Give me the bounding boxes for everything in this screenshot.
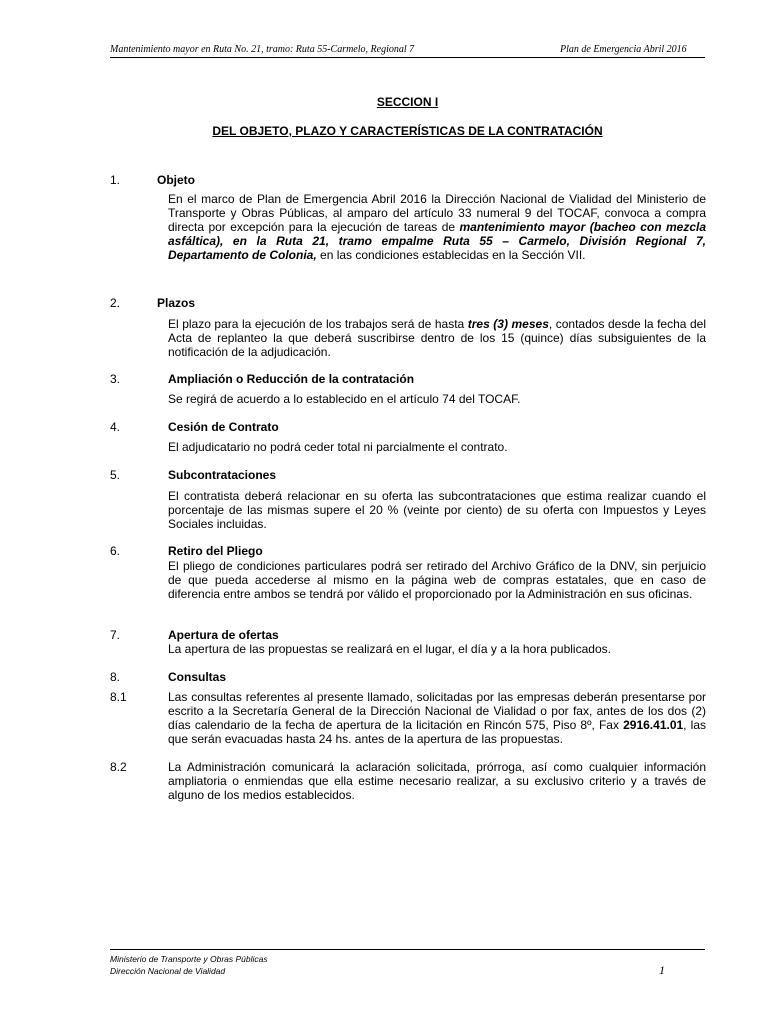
item-title-retiro: Retiro del Pliego <box>168 544 263 558</box>
text-run: La apertura de las propuestas se realizará en el lugar, el día y a la hora publicados. <box>168 642 611 656</box>
item-title-cesion: Cesión de Contrato <box>168 420 279 434</box>
page-number: 1 <box>659 963 665 977</box>
text-run: La Administración comunicará la aclaración solicitada, prórroga, así como cualquier información ampliatoria o enmiendas que ella estime necesario realizar, a su exclusivo criterio y a través de alguno de los medios establecidos. <box>168 760 706 802</box>
item-number: 1. <box>110 173 121 187</box>
item-number: 4. <box>110 420 121 434</box>
item-title-apertura: Apertura de ofertas <box>168 628 279 642</box>
item-number: 6. <box>110 544 121 558</box>
header-rule <box>110 57 705 58</box>
emphasis-text: mantenimiento mayor (bacheo con mezcla asfáltica), en la Ruta 21, tramo empalme Ruta 55 – Carmelo, División Regional 7, Departamento de Colonia, <box>168 220 706 262</box>
item-body-cesion <box>168 440 706 454</box>
item-title-objeto: Objeto <box>157 173 195 187</box>
text-run: En el marco de Plan de Emergencia Abril 2016 la Dirección Nacional de Vialidad del Ministerio de Transporte y Obras Públicas, al amparo del artículo 33 numeral 9 del TOCAF, convoca a compra directa por excepción para la ejecución de tareas de <box>168 192 706 234</box>
footer-ministry: Ministerio de Transporte y Obras Públicas <box>110 954 268 964</box>
subitem-number: 8.1 <box>110 690 127 704</box>
running-header-left: Mantenimiento mayor en Ruta No. 21, tramo: Ruta 55-Carmelo, Regional 7 <box>110 44 415 55</box>
item-number: 8. <box>110 670 121 684</box>
running-header-right: Plan de Emergencia Abril 2016 <box>560 44 687 55</box>
item-number: 7. <box>110 628 121 642</box>
item-number: 2. <box>110 296 121 310</box>
item-body-objeto <box>168 192 706 262</box>
section-subtitle: DEL OBJETO, PLAZO Y CARACTERÍSTICAS DE LA CONTRATACIÓN <box>212 124 603 138</box>
subitem-number: 8.2 <box>110 760 127 774</box>
item-number: 5. <box>110 468 121 482</box>
item-body-ampliacion <box>168 392 706 406</box>
footer-rule <box>110 949 705 950</box>
item-title-consultas: Consultas <box>168 670 227 684</box>
footer-direction: Dirección Nacional de Vialidad <box>110 966 226 976</box>
text-run: El plazo para la ejecución de los trabajos será de hasta <box>168 317 468 331</box>
text-run: , las que serán evacuadas hasta 24 hs. antes de la apertura de las propuestas. <box>168 718 706 746</box>
item-number: 3. <box>110 372 121 386</box>
text-run: El pliego de condiciones particulares podrá ser retirado del Archivo Gráfico de la DNV, sin perjuicio de que pueda accederse al mismo en la página web de compras estatales, que en caso de diferencia entre ambos se tendrá por válido el proporcionado por la Administración en sus oficinas. <box>168 559 706 601</box>
text-run: , contados desde la fecha del Acta de replanteo la que deberá suscribirse dentro de los 15 (quince) días subsiguientes de la notificación de la adjudicación. <box>168 317 706 359</box>
text-run: Se regirá de acuerdo a lo establecido en el artículo 74 del TOCAF. <box>168 392 521 406</box>
item-body-apertura <box>168 642 706 656</box>
item-title-ampliacion: Ampliación o Reducción de la contratación <box>168 372 415 386</box>
emphasis-text: 2916.41.01 <box>623 718 684 732</box>
subitem-body-8-1 <box>168 690 706 746</box>
text-run: El adjudicatario no podrá ceder total ni parcialmente el contrato. <box>168 440 508 454</box>
text-run: Las consultas referentes al presente llamado, solicitadas por las empresas deberán presentarse por escrito a la Secretaría General de la Dirección Nacional de Vialidad o por fax, antes de los dos (2) días calendario de la fecha de apertura de la licitación en Rincón 575, Piso 8º, Fax <box>168 690 706 732</box>
item-body-plazos <box>168 317 706 359</box>
emphasis-text: tres (3) meses <box>467 317 549 331</box>
text-run: El contratista deberá relacionar en su oferta las subcontrataciones que estima realizar cuando el porcentaje de las mismas supere el 20 % (veinte por ciento) de su oferta con Impuestos y Leyes Sociales incluidas. <box>168 489 706 531</box>
text-run: en las condiciones establecidas en la Sección VII. <box>316 248 586 262</box>
item-body-retiro <box>168 559 706 601</box>
item-title-subcontrataciones: Subcontrataciones <box>168 468 277 482</box>
item-title-plazos: Plazos <box>157 296 196 310</box>
subitem-body-8-2 <box>168 760 706 802</box>
section-title: SECCION I <box>376 95 439 109</box>
item-body-subcontrataciones <box>168 489 706 531</box>
